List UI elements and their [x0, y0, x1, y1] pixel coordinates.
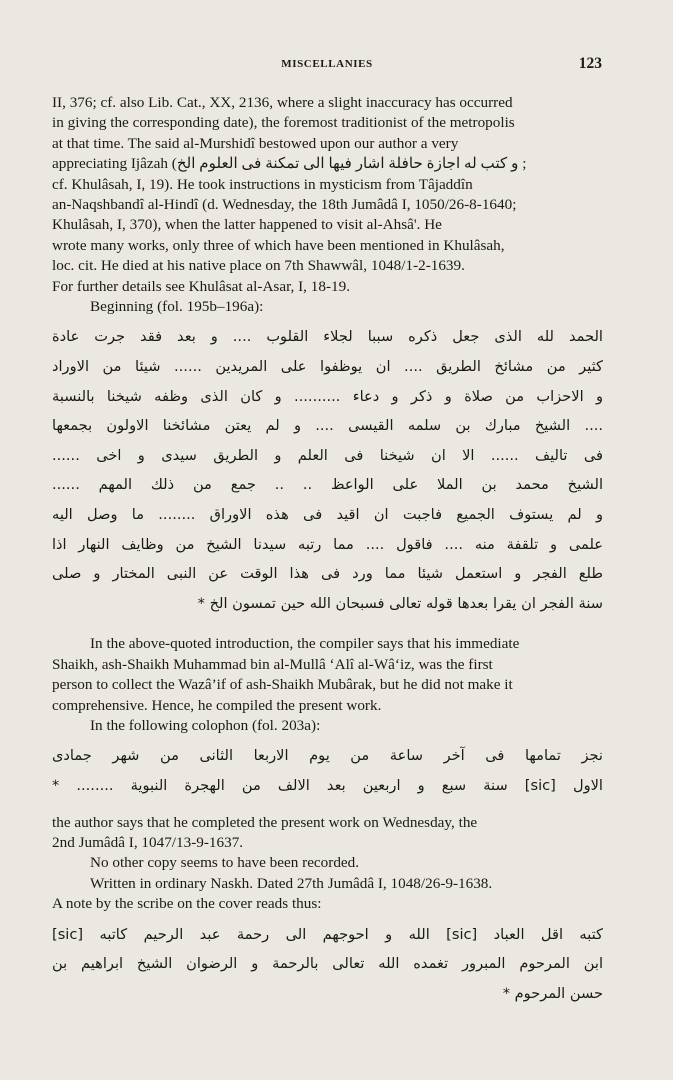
- text-line: wrote many works, only three of which have been mentioned in Khulâsah,: [52, 236, 505, 254]
- arabic-line: حسن المرحوم *: [502, 984, 603, 1002]
- arabic-line: كثير من مشائخ الطريق .... ان يوظفوا على المريدين ...... شيئا من الاوراد: [52, 358, 603, 376]
- text-line: in giving the corresponding date), the foremost traditionist of the metropolis: [52, 114, 515, 132]
- text-line: For further details see Khulâsat al-Asar, I, 18-19.: [52, 277, 350, 295]
- arabic-line: فى تاليف ...... الا ان شيخنا فى العلم و الطريق سيدى و اخى ......: [52, 446, 603, 464]
- arabic-scribe-note: [52, 920, 603, 1009]
- arabic-beginning-quote: [52, 322, 603, 618]
- arabic-line: الشيخ محمد بن الملا على الواعظ .. .. جمع من ذلك المهم ......: [52, 476, 603, 494]
- page-header: [52, 55, 602, 78]
- arabic-line: سنة الفجر ان يقرا بعدها قوله تعالى فسبحان الله حين تمسون الخ *: [197, 594, 603, 612]
- arabic-line: علمى و تلقفة منه .... فاقول .... مما رتبه سيدنا الشيخ من وظايف النهار اذا: [52, 535, 603, 553]
- beginning-label: Beginning (fol. 195b–196a):: [90, 298, 264, 316]
- arabic-line: الحمد لله الذى جعل ذكره سببا لجلاء القلوب .... و بعد فقد جرت عادة: [52, 328, 603, 346]
- colophon-label: In the following colophon (fol. 203a):: [90, 717, 321, 735]
- arabic-line: الاول [sic] سنة سبع و اربعين بعد الالف من الهجرة النبوية ........ *: [52, 777, 603, 795]
- arabic-line: كتبه اقل العباد [sic] الله و احوجهم الى رحمة عبد الرحيم كاتبه [sic]: [52, 925, 603, 943]
- text-line: II, 376; cf. also Lib. Cat., XX, 2136, where a slight inaccuracy has occurred: [52, 94, 513, 111]
- script-and-date-line: Written in ordinary Naskh. Dated 27th Jumâdâ I, 1048/26-9-1638.: [90, 874, 493, 892]
- running-title: MISCELLANIES: [281, 58, 373, 70]
- page-body: [52, 93, 603, 1008]
- text-line: cf. Khulâsah, I, 19). He took instructions in mysticism from Tâjaddîn: [52, 175, 473, 193]
- text-line: the author says that he completed the present work on Wednesday, the: [52, 813, 478, 831]
- text-line: appreciating Ijâzah (و كتب له اجازة حافلة اشار فيها الى تمكنة فى العلوم الخ ;: [52, 155, 527, 173]
- arabic-line: طلع الفجر و استعمل شيئا مما ورد فى هذا الوقت عن النبى المختار و صلى: [52, 565, 603, 583]
- arabic-line: نجز تمامها فى آخر ساعة من يوم الاربعا الثانى من شهر جمادى: [52, 747, 603, 765]
- paragraph-completion-date: [52, 813, 603, 854]
- text-line: Khulâsah, I, 370), when the latter happened to visit al-Ahsâ'. He: [52, 216, 442, 234]
- arabic-line: ابن المرحوم المبرور تغمده الله تعالى بالرحمة و الرضوان الشيخ ابراهيم بن: [52, 955, 603, 973]
- text-line: an-Naqshbandî al-Hindî (d. Wednesday, the 18th Jumâdâ I, 1050/26-8-1640;: [52, 196, 517, 214]
- scribe-note-intro: A note by the scribe on the cover reads thus:: [52, 895, 322, 913]
- text-line: Shaikh, ash-Shaikh Muhammad bin al-Mullâ ‘Alî al-Wâ‘iz, was the first: [52, 655, 493, 673]
- text-line: comprehensive. Hence, he compiled the present work.: [52, 696, 382, 714]
- text-line: person to collect the Wazâ’if of ash-Shaikh Mubârak, but he did not make it: [52, 676, 513, 694]
- page-number: 123: [578, 55, 602, 72]
- arabic-line: و الاحزاب من صلاة و ذكر و دعاء .......... و كان الذى وظفه شيخنا بالنسبة: [52, 387, 603, 405]
- arabic-colophon-quote: [52, 741, 603, 800]
- text-line: loc. cit. He died at his native place on 7th Shawwâl, 1048/1-2-1639.: [52, 257, 465, 275]
- text-line: In the above-quoted introduction, the compiler says that his immediate: [90, 635, 520, 653]
- text-line: 2nd Jumâdâ I, 1047/13-9-1637.: [52, 834, 244, 852]
- paragraph-author-biography: [52, 93, 603, 297]
- no-other-copy-line: No other copy seems to have been recorded.: [90, 854, 360, 872]
- arabic-line: .... الشيخ مبارك بن سلمه القيسى .... و لم يعتن مشائخنا الاولون بجمعها: [52, 417, 603, 435]
- paragraph-compiler-note: [52, 634, 603, 716]
- arabic-line: و لم يستوف الجميع فاجبت ان اقيد فى هذه الاوراق ........ ما وصل اليه: [52, 506, 603, 524]
- text-line: at that time. The said al-Murshidî bestowed upon our author a very: [52, 134, 459, 152]
